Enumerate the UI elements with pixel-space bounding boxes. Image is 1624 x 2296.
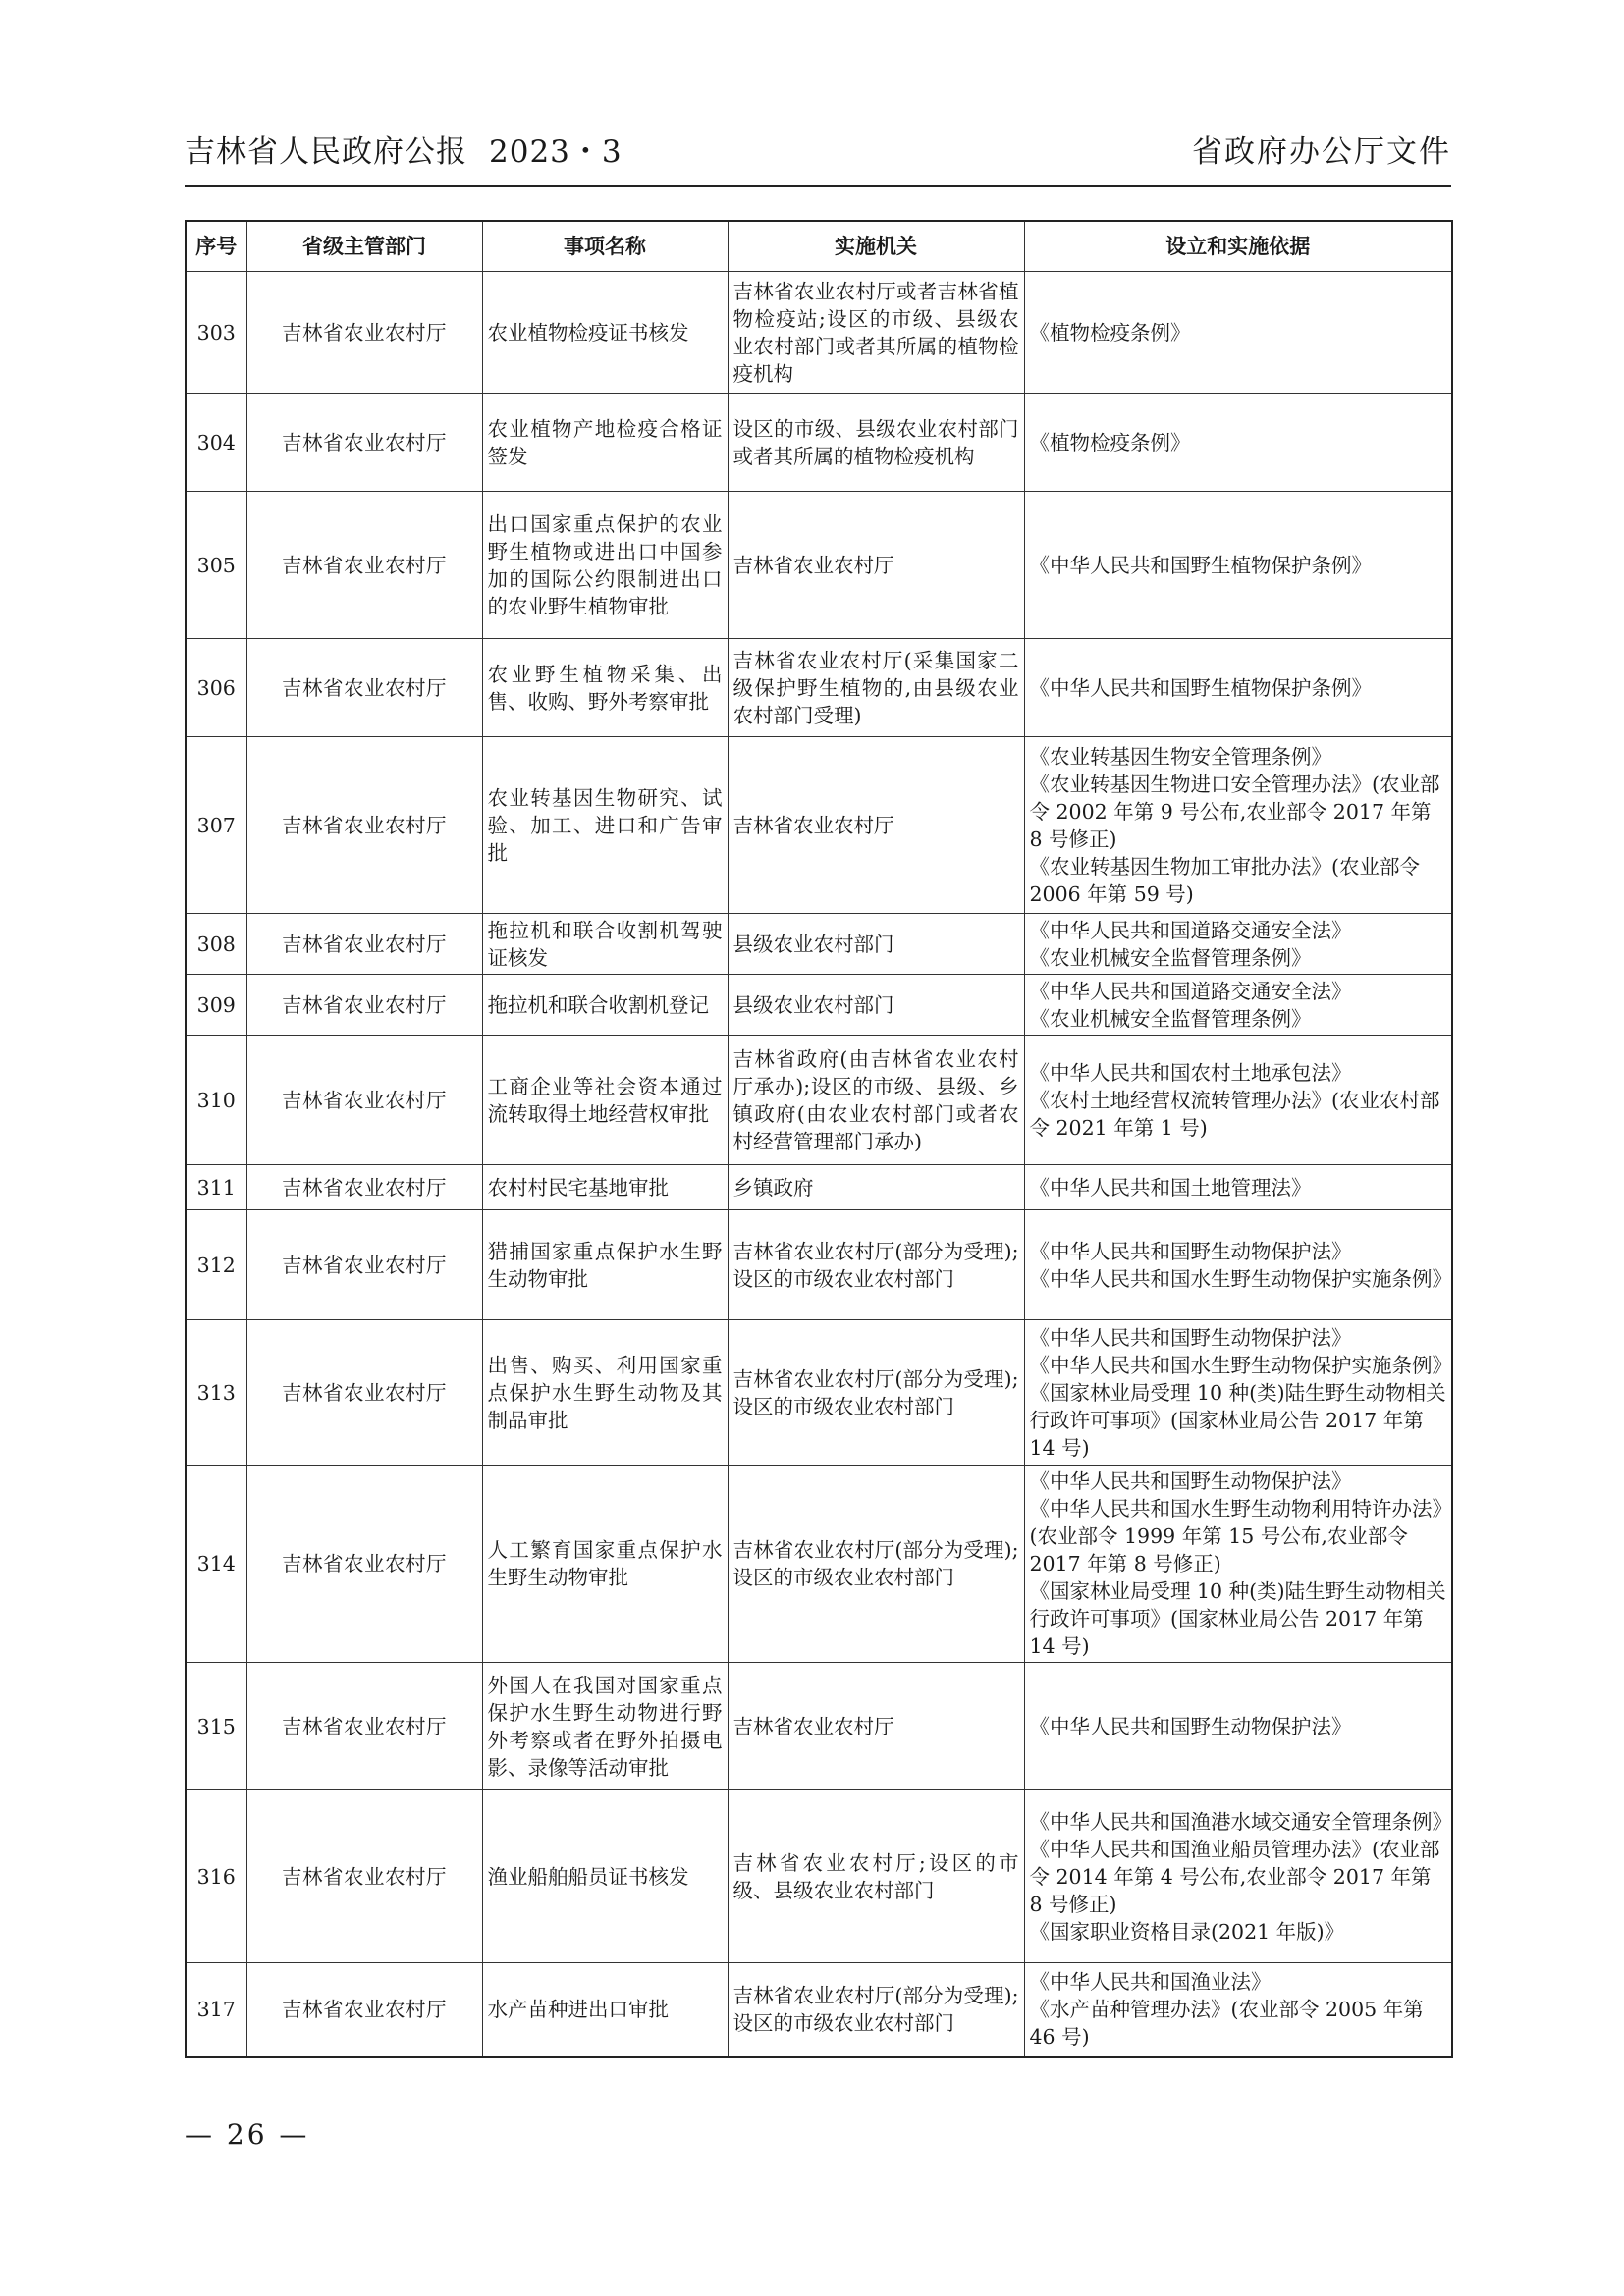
row-department: 吉林省农业农村厅 <box>246 914 482 975</box>
row-legal-basis <box>1024 1963 1452 2057</box>
row-number: 313 <box>186 1320 246 1466</box>
legal-basis-entry: 《中华人民共和国水生野生动物利用特许办法》(农业部令 1999 年第 15 号公布,农业部令 2017 年第 8 号修正) <box>1029 1497 1442 1575</box>
table-row <box>186 1963 1452 2057</box>
row-department: 吉林省农业农村厅 <box>246 1963 482 2057</box>
header-left <box>185 127 623 171</box>
row-department: 吉林省农业农村厅 <box>246 639 482 737</box>
administrative-items-table <box>185 220 1453 2058</box>
legal-basis-entry: 《水产苗种管理办法》(农业部令 2005 年第 46 号) <box>1029 1998 1424 2050</box>
legal-basis-entry: 《中华人民共和国野生动物保护法》 <box>1029 1325 1352 1350</box>
table-row <box>186 1320 1452 1466</box>
legal-basis-entry: 《国家林业局受理 10 种(类)陆生野生动物相关行政许可事项》(国家林业局公告 2017 年第 14 号) <box>1029 1579 1446 1658</box>
row-number: 306 <box>186 639 246 737</box>
row-number: 311 <box>186 1165 246 1210</box>
row-item-name: 农村村民宅基地审批 <box>482 1165 728 1210</box>
legal-basis-entry: 《中华人民共和国野生植物保护条例》 <box>1029 553 1372 577</box>
col-header-org: 实施机关 <box>728 221 1024 272</box>
row-legal-basis <box>1024 1320 1452 1466</box>
row-number: 303 <box>186 272 246 394</box>
table-row <box>186 394 1452 492</box>
legal-basis-entry: 《国家林业局受理 10 种(类)陆生野生动物相关行政许可事项》(国家林业局公告 2017 年第 14 号) <box>1029 1380 1446 1460</box>
row-item-name: 水产苗种进出口审批 <box>482 1963 728 2057</box>
row-legal-basis <box>1024 737 1452 914</box>
row-item-name: 人工繁育国家重点保护水生野生动物审批 <box>482 1466 728 1663</box>
row-department: 吉林省农业农村厅 <box>246 1210 482 1320</box>
page-number: — 26 — <box>185 2118 310 2151</box>
table-row <box>186 1210 1452 1320</box>
row-item-name: 猎捕国家重点保护水生野生动物审批 <box>482 1210 728 1320</box>
row-item-name: 出售、购买、利用国家重点保护水生野生动物及其制品审批 <box>482 1320 728 1466</box>
row-department: 吉林省农业农村厅 <box>246 1790 482 1963</box>
row-implementing-agency: 县级农业农村部门 <box>728 975 1024 1036</box>
row-implementing-agency: 吉林省农业农村厅(部分为受理);设区的市级农业农村部门 <box>728 1210 1024 1320</box>
col-header-name: 事项名称 <box>482 221 728 272</box>
row-legal-basis <box>1024 1663 1452 1790</box>
row-implementing-agency: 吉林省农业农村厅(采集国家二级保护野生植物的,由县级农业农村部门受理) <box>728 639 1024 737</box>
legal-basis-entry: 《农业转基因生物加工审批办法》(农业部令 2006 年第 59 号) <box>1029 854 1420 906</box>
row-number: 310 <box>186 1036 246 1165</box>
row-legal-basis <box>1024 1210 1452 1320</box>
row-department: 吉林省农业农村厅 <box>246 737 482 914</box>
legal-basis-entry: 《农业转基因生物安全管理条例》 <box>1029 744 1331 769</box>
row-implementing-agency: 吉林省政府(由吉林省农业农村厅承办);设区的市级、县级、乡镇政府(由农业农村部门或者农村经营管理部门承办) <box>728 1036 1024 1165</box>
row-number: 309 <box>186 975 246 1036</box>
legal-basis-entry: 《中华人民共和国农村土地承包法》 <box>1029 1060 1352 1085</box>
legal-basis-entry: 《中华人民共和国水生野生动物保护实施条例》 <box>1029 1353 1452 1377</box>
legal-basis-entry: 《农村土地经营权流转管理办法》(农业农村部令 2021 年第 1 号) <box>1029 1088 1440 1140</box>
legal-basis-entry: 《植物检疫条例》 <box>1029 430 1191 454</box>
row-item-name: 工商企业等社会资本通过流转取得土地经营权审批 <box>482 1036 728 1165</box>
table-row <box>186 272 1452 394</box>
section-title: 省政府办公厅文件 <box>1192 134 1451 170</box>
publication-title: 吉林省人民政府公报 <box>185 134 467 170</box>
legal-basis-entry: 《国家职业资格目录(2021 年版)》 <box>1029 1919 1345 1944</box>
col-header-no: 序号 <box>186 221 246 272</box>
row-implementing-agency: 设区的市级、县级农业农村部门或者其所属的植物检疫机构 <box>728 394 1024 492</box>
row-implementing-agency: 吉林省农业农村厅(部分为受理);设区的市级农业农村部门 <box>728 1320 1024 1466</box>
legal-basis-entry: 《农业机械安全监督管理条例》 <box>1029 1006 1312 1031</box>
legal-basis-entry: 《中华人民共和国野生动物保护法》 <box>1029 1714 1352 1738</box>
row-item-name: 渔业船舶船员证书核发 <box>482 1790 728 1963</box>
row-legal-basis <box>1024 1036 1452 1165</box>
legal-basis-entry: 《中华人民共和国道路交通安全法》 <box>1029 918 1352 942</box>
row-item-name: 外国人在我国对国家重点保护水生野生动物进行野外考察或者在野外拍摄电影、录像等活动审批 <box>482 1663 728 1790</box>
row-item-name: 农业转基因生物研究、试验、加工、进口和广告审批 <box>482 737 728 914</box>
table-body <box>186 272 1452 2057</box>
row-number: 312 <box>186 1210 246 1320</box>
table-row <box>186 1165 1452 1210</box>
legal-basis-entry: 《中华人民共和国野生植物保护条例》 <box>1029 675 1372 700</box>
row-department: 吉林省农业农村厅 <box>246 492 482 639</box>
row-number: 314 <box>186 1466 246 1663</box>
issue-number: 2023・3 <box>489 134 623 170</box>
legal-basis-entry: 《农业转基因生物进口安全管理办法》(农业部令 2002 年第 9 号公布,农业部令 2017 年第 8 号修正) <box>1029 772 1440 851</box>
row-number: 308 <box>186 914 246 975</box>
legal-basis-entry: 《中华人民共和国土地管理法》 <box>1029 1175 1312 1200</box>
table-row <box>186 1466 1452 1663</box>
row-number: 316 <box>186 1790 246 1963</box>
row-number: 317 <box>186 1963 246 2057</box>
col-header-dept: 省级主管部门 <box>246 221 482 272</box>
row-legal-basis <box>1024 492 1452 639</box>
row-implementing-agency: 吉林省农业农村厅 <box>728 737 1024 914</box>
row-number: 315 <box>186 1663 246 1790</box>
row-legal-basis <box>1024 975 1452 1036</box>
legal-basis-entry: 《中华人民共和国水生野生动物保护实施条例》 <box>1029 1266 1452 1291</box>
row-implementing-agency: 吉林省农业农村厅(部分为受理);设区的市级农业农村部门 <box>728 1466 1024 1663</box>
row-legal-basis <box>1024 394 1452 492</box>
table-row <box>186 1790 1452 1963</box>
row-item-name: 农业植物检疫证书核发 <box>482 272 728 394</box>
row-number: 307 <box>186 737 246 914</box>
row-department: 吉林省农业农村厅 <box>246 975 482 1036</box>
legal-basis-entry: 《中华人民共和国渔业船员管理办法》(农业部令 2014 年第 4 号公布,农业部令 2017 年第 8 号修正) <box>1029 1837 1440 1916</box>
row-implementing-agency: 吉林省农业农村厅;设区的市级、县级农业农村部门 <box>728 1790 1024 1963</box>
row-item-name: 拖拉机和联合收割机驾驶证核发 <box>482 914 728 975</box>
page-header <box>185 128 1451 179</box>
row-legal-basis <box>1024 914 1452 975</box>
row-item-name: 出口国家重点保护的农业野生植物或进出口中国参加的国际公约限制进出口的农业野生植物审批 <box>482 492 728 639</box>
row-department: 吉林省农业农村厅 <box>246 1165 482 1210</box>
legal-basis-entry: 《中华人民共和国渔港水域交通安全管理条例》 <box>1029 1809 1452 1834</box>
table-row <box>186 914 1452 975</box>
col-header-basis: 设立和实施依据 <box>1024 221 1452 272</box>
row-legal-basis <box>1024 272 1452 394</box>
legal-basis-entry: 《植物检疫条例》 <box>1029 320 1191 345</box>
row-legal-basis <box>1024 1165 1452 1210</box>
row-department: 吉林省农业农村厅 <box>246 1036 482 1165</box>
row-department: 吉林省农业农村厅 <box>246 1320 482 1466</box>
table-row <box>186 492 1452 639</box>
row-item-name: 农业植物产地检疫合格证签发 <box>482 394 728 492</box>
row-department: 吉林省农业农村厅 <box>246 394 482 492</box>
table-row <box>186 737 1452 914</box>
row-department: 吉林省农业农村厅 <box>246 272 482 394</box>
table-header-row <box>186 221 1452 272</box>
row-department: 吉林省农业农村厅 <box>246 1663 482 1790</box>
row-implementing-agency: 县级农业农村部门 <box>728 914 1024 975</box>
legal-basis-entry: 《农业机械安全监督管理条例》 <box>1029 945 1312 970</box>
row-legal-basis <box>1024 639 1452 737</box>
table-row <box>186 1663 1452 1790</box>
row-number: 304 <box>186 394 246 492</box>
row-item-name: 拖拉机和联合收割机登记 <box>482 975 728 1036</box>
row-implementing-agency: 吉林省农业农村厅 <box>728 1663 1024 1790</box>
header-rule <box>185 185 1451 187</box>
table-row <box>186 639 1452 737</box>
legal-basis-entry: 《中华人民共和国道路交通安全法》 <box>1029 979 1352 1003</box>
row-department: 吉林省农业农村厅 <box>246 1466 482 1663</box>
legal-basis-entry: 《中华人民共和国野生动物保护法》 <box>1029 1239 1352 1263</box>
row-item-name: 农业野生植物采集、出售、收购、野外考察审批 <box>482 639 728 737</box>
table-row <box>186 975 1452 1036</box>
legal-basis-entry: 《中华人民共和国渔业法》 <box>1029 1970 1272 1995</box>
row-implementing-agency: 吉林省农业农村厅或者吉林省植物检疫站;设区的市级、县级农业农村部门或者其所属的植物检疫机构 <box>728 272 1024 394</box>
row-implementing-agency: 吉林省农业农村厅(部分为受理);设区的市级农业农村部门 <box>728 1963 1024 2057</box>
row-implementing-agency: 吉林省农业农村厅 <box>728 492 1024 639</box>
row-implementing-agency: 乡镇政府 <box>728 1165 1024 1210</box>
legal-basis-entry: 《中华人民共和国野生动物保护法》 <box>1029 1469 1352 1493</box>
row-legal-basis <box>1024 1790 1452 1963</box>
row-number: 305 <box>186 492 246 639</box>
row-legal-basis <box>1024 1466 1452 1663</box>
table-row <box>186 1036 1452 1165</box>
